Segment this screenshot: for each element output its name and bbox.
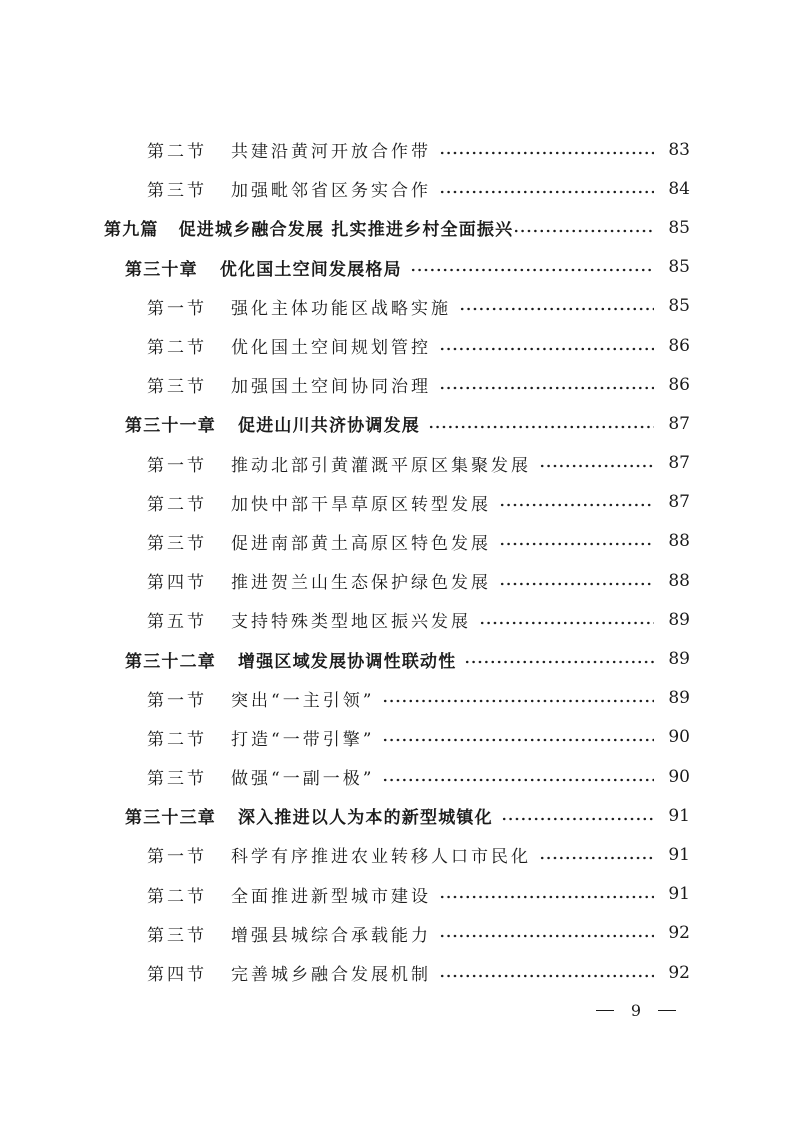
toc-entry-page: 91 xyxy=(668,884,690,905)
dot-leader xyxy=(513,224,654,238)
toc-entry-section[interactable] xyxy=(0,679,794,718)
toc-entry-page: 86 xyxy=(668,335,690,356)
toc-entry-page: 90 xyxy=(668,727,690,748)
toc-entry-number: 第九篇 xyxy=(104,220,159,241)
toc-entry-number: 第三节 xyxy=(147,181,207,202)
toc-entry-title: 打造“一带引擎” xyxy=(231,729,375,750)
toc-entry-number: 第四节 xyxy=(147,965,207,986)
dot-leader xyxy=(439,342,654,356)
toc-entry-chapter[interactable] xyxy=(0,639,794,678)
toc-entry-page: 83 xyxy=(668,139,690,160)
toc-entry-label xyxy=(147,764,382,789)
dot-leader xyxy=(382,773,654,787)
toc-entry-page: 85 xyxy=(668,217,690,238)
page-footer xyxy=(596,1000,676,1020)
toc-entry-page: 85 xyxy=(668,257,690,278)
toc-entry-chapter[interactable] xyxy=(0,796,794,835)
toc-entry-number: 第二节 xyxy=(147,494,207,515)
dot-leader xyxy=(428,420,654,434)
toc-entry-label xyxy=(147,176,439,201)
toc-entry-page: 89 xyxy=(668,688,690,709)
dot-leader xyxy=(439,890,654,904)
toc-entry-page: 87 xyxy=(668,492,690,513)
toc-entry-page: 89 xyxy=(668,609,690,630)
dot-leader xyxy=(439,185,654,199)
toc-entry-label xyxy=(104,215,513,240)
toc-entry-label xyxy=(147,686,382,711)
dot-leader xyxy=(410,263,654,277)
toc-entry-number: 第一节 xyxy=(147,298,207,319)
toc-entry-label xyxy=(147,960,439,985)
footer-dash-right xyxy=(658,1010,676,1011)
dot-leader xyxy=(459,302,654,316)
toc-entry-title: 加强毗邻省区务实合作 xyxy=(231,181,431,202)
toc-entry-label xyxy=(125,411,428,436)
dot-leader xyxy=(439,929,654,943)
dot-leader xyxy=(499,577,654,591)
toc-entry-section[interactable] xyxy=(0,130,794,169)
toc-entry-number: 第二节 xyxy=(147,142,207,163)
toc-entry-page: 89 xyxy=(668,649,690,670)
toc-entry-section[interactable] xyxy=(0,483,794,522)
toc-entry-page: 85 xyxy=(668,296,690,317)
toc-entry-label xyxy=(147,137,439,162)
toc-entry-section[interactable] xyxy=(0,875,794,914)
toc-entry-number: 第一节 xyxy=(147,847,207,868)
toc-entry-section[interactable] xyxy=(0,522,794,561)
dot-leader xyxy=(382,694,654,708)
toc-entry-label xyxy=(147,294,459,319)
toc-entry-label xyxy=(147,451,539,476)
dot-leader xyxy=(539,851,654,865)
toc-entry-label xyxy=(125,803,501,828)
toc-entry-number: 第三十三章 xyxy=(125,808,216,829)
toc-entry-page: 91 xyxy=(668,805,690,826)
toc-entry-title: 加快中部干旱草原区转型发展 xyxy=(231,494,491,515)
toc-entry-title: 强化主体功能区战略实施 xyxy=(231,298,451,319)
toc-entry-title: 做强“一副一极” xyxy=(231,769,375,790)
toc-entry-page: 86 xyxy=(668,374,690,395)
toc-entry-title: 支持特殊类型地区振兴发展 xyxy=(231,612,471,633)
toc-entry-section[interactable] xyxy=(0,287,794,326)
toc-entry-section[interactable] xyxy=(0,600,794,639)
toc-entry-label xyxy=(147,568,499,593)
toc-entry-title: 促进山川共济协调发展 xyxy=(238,416,420,437)
toc-entry-page: 87 xyxy=(668,453,690,474)
toc-entry-title: 增强县城综合承载能力 xyxy=(231,925,431,946)
dot-leader xyxy=(439,146,654,160)
toc-entry-label xyxy=(147,842,539,867)
toc-entry-section[interactable] xyxy=(0,953,794,992)
toc-entry-number: 第二节 xyxy=(147,886,207,907)
toc-entry-title: 优化国土空间规划管控 xyxy=(231,338,431,359)
toc-entry-section[interactable] xyxy=(0,561,794,600)
toc-entry-section[interactable] xyxy=(0,326,794,365)
toc-entry-section[interactable] xyxy=(0,914,794,953)
toc-entry-title: 优化国土空间发展格局 xyxy=(219,259,402,280)
toc-entry-label xyxy=(147,921,439,946)
toc-entry-label xyxy=(147,607,479,632)
toc-entry-title: 科学有序推进农业转移人口市民化 xyxy=(231,847,531,868)
toc-entry-title: 加强国土空间协同治理 xyxy=(231,377,431,398)
toc-entry-page: 88 xyxy=(668,570,690,591)
table-of-contents xyxy=(0,130,794,992)
page-number: 9 xyxy=(630,1000,642,1020)
toc-entry-page: 92 xyxy=(668,923,690,944)
toc-entry-page: 84 xyxy=(668,178,690,199)
toc-entry-number: 第二节 xyxy=(147,729,207,750)
toc-entry-chapter[interactable] xyxy=(0,404,794,443)
toc-entry-section[interactable] xyxy=(0,444,794,483)
toc-entry-section[interactable] xyxy=(0,365,794,404)
toc-entry-title: 共建沿黄河开放合作带 xyxy=(231,142,431,163)
toc-entry-number: 第三十章 xyxy=(125,259,198,280)
toc-entry-label xyxy=(125,255,410,280)
toc-entry-section[interactable] xyxy=(0,169,794,208)
toc-entry-number: 第三节 xyxy=(147,925,207,946)
footer-dash-left xyxy=(596,1010,614,1011)
toc-entry-title: 深入推进以人为本的新型城镇化 xyxy=(238,808,493,829)
dot-leader xyxy=(382,733,654,747)
dot-leader xyxy=(499,537,654,551)
toc-entry-section[interactable] xyxy=(0,835,794,874)
toc-entry-title: 推动北部引黄灌溉平原区集聚发展 xyxy=(231,455,531,476)
toc-entry-title: 推进贺兰山生态保护绿色发展 xyxy=(231,573,491,594)
toc-entry-section[interactable] xyxy=(0,757,794,796)
toc-entry-chapter[interactable] xyxy=(0,248,794,287)
dot-leader xyxy=(439,381,654,395)
toc-entry-number: 第三节 xyxy=(147,533,207,554)
toc-entry-title: 促进城乡融合发展 扎实推进乡村全面振兴 xyxy=(178,220,514,241)
toc-entry-label xyxy=(147,529,499,554)
toc-entry-number: 第二节 xyxy=(147,338,207,359)
dot-leader xyxy=(479,616,654,630)
toc-entry-number: 第三十二章 xyxy=(125,651,216,672)
toc-entry-number: 第一节 xyxy=(147,455,207,476)
dot-leader xyxy=(439,969,654,983)
toc-entry-label xyxy=(147,490,499,515)
toc-entry-number: 第四节 xyxy=(147,573,207,594)
toc-entry-label xyxy=(147,882,439,907)
toc-entry-label xyxy=(147,372,439,397)
toc-entry-label xyxy=(147,725,382,750)
dot-leader xyxy=(499,498,654,512)
toc-entry-title: 增强区域发展协调性联动性 xyxy=(238,651,457,672)
toc-entry-page: 90 xyxy=(668,766,690,787)
toc-entry-number: 第三节 xyxy=(147,769,207,790)
toc-entry-page: 91 xyxy=(668,844,690,865)
toc-entry-page: 92 xyxy=(668,962,690,983)
toc-entry-number: 第三十一章 xyxy=(125,416,216,437)
toc-entry-number: 第一节 xyxy=(147,690,207,711)
dot-leader xyxy=(501,812,654,826)
toc-entry-label xyxy=(147,333,439,358)
toc-entry-label xyxy=(125,647,464,672)
toc-entry-page: 87 xyxy=(668,413,690,434)
dot-leader xyxy=(464,655,654,669)
toc-entry-part[interactable] xyxy=(0,208,794,247)
dot-leader xyxy=(539,459,654,473)
toc-entry-number: 第五节 xyxy=(147,612,207,633)
toc-entry-title: 促进南部黄土高原区特色发展 xyxy=(231,533,491,554)
toc-entry-title: 完善城乡融合发展机制 xyxy=(231,965,431,986)
toc-entry-number: 第三节 xyxy=(147,377,207,398)
toc-entry-title: 全面推进新型城市建设 xyxy=(231,886,431,907)
toc-entry-section[interactable] xyxy=(0,718,794,757)
toc-entry-title: 突出“一主引领” xyxy=(231,690,375,711)
toc-entry-page: 88 xyxy=(668,531,690,552)
